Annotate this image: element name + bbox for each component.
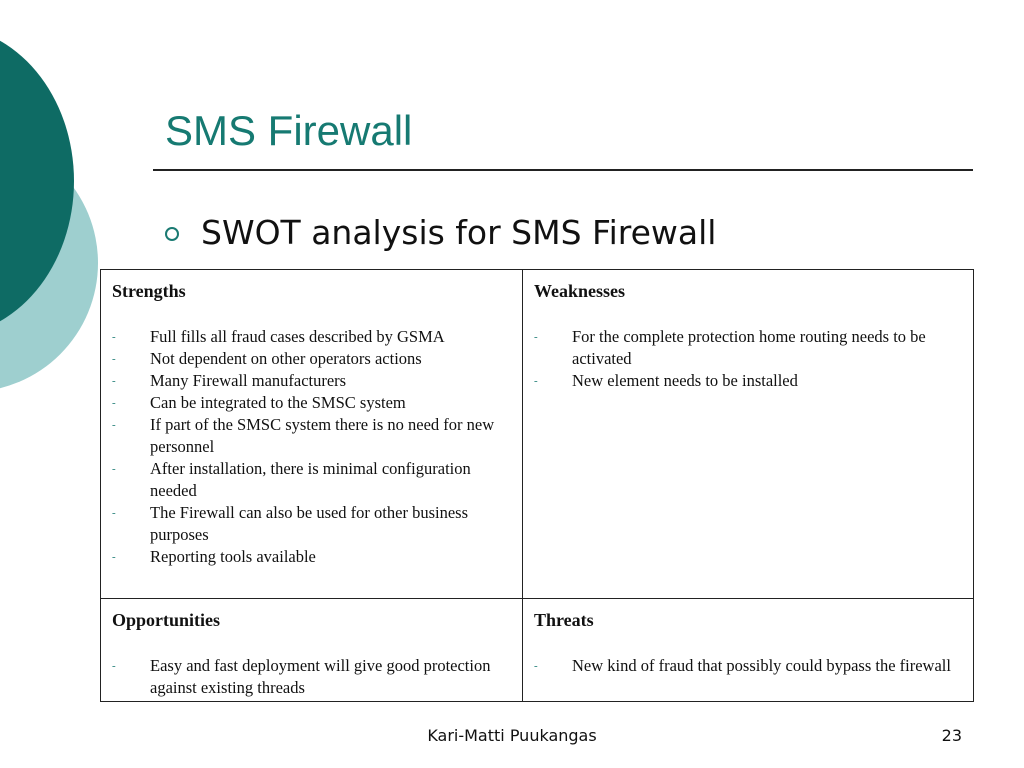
dash-marker: - bbox=[112, 331, 116, 343]
list-item-text: Not dependent on other operators actions bbox=[150, 349, 422, 368]
list-item bbox=[112, 370, 512, 392]
weaknesses-cell bbox=[523, 270, 973, 599]
list-item-text: For the complete protection home routing needs to be activated bbox=[572, 327, 926, 368]
dash-marker: - bbox=[534, 331, 538, 343]
strengths-cell bbox=[101, 270, 523, 599]
dash-marker: - bbox=[112, 660, 116, 672]
list-item-text: New element needs to be installed bbox=[572, 371, 798, 390]
dash-marker: - bbox=[112, 507, 116, 519]
swot-table bbox=[100, 269, 974, 702]
weaknesses-list bbox=[534, 326, 963, 392]
list-item bbox=[534, 326, 963, 370]
list-item bbox=[112, 502, 512, 546]
strengths-heading: Strengths bbox=[112, 281, 186, 301]
bullet-text: SWOT analysis for SMS Firewall bbox=[201, 212, 717, 252]
dash-marker: - bbox=[112, 551, 116, 563]
title-divider bbox=[153, 169, 973, 171]
list-item bbox=[112, 458, 512, 502]
opportunities-cell bbox=[101, 599, 523, 701]
list-item bbox=[112, 392, 512, 414]
dash-marker: - bbox=[534, 660, 538, 672]
list-item-text: Reporting tools available bbox=[150, 547, 316, 566]
threats-cell bbox=[523, 599, 973, 701]
list-item-text: Many Firewall manufacturers bbox=[150, 371, 347, 390]
list-item-text: Full fills all fraud cases described by GSMA bbox=[150, 327, 445, 346]
list-item bbox=[534, 655, 963, 677]
list-item-text: Easy and fast deployment will give good protection against existing threads bbox=[150, 656, 491, 697]
list-item-text: The Firewall can also be used for other business purposes bbox=[150, 503, 468, 544]
opportunities-list bbox=[112, 655, 512, 699]
threats-heading: Threats bbox=[534, 610, 594, 630]
dash-marker: - bbox=[112, 463, 116, 475]
list-item-text: If part of the SMSC system there is no need for new personnel bbox=[150, 415, 495, 456]
weaknesses-heading: Weaknesses bbox=[534, 281, 626, 301]
list-item bbox=[112, 348, 512, 370]
ring-bullet-icon bbox=[165, 227, 179, 241]
list-item-text: After installation, there is minimal configuration needed bbox=[150, 459, 471, 500]
strengths-list bbox=[112, 326, 512, 568]
list-item bbox=[112, 326, 512, 348]
list-item bbox=[534, 370, 963, 392]
dash-marker: - bbox=[112, 353, 116, 365]
dash-marker: - bbox=[112, 397, 116, 409]
threats-list bbox=[534, 655, 963, 677]
list-item bbox=[112, 655, 512, 699]
dash-marker: - bbox=[534, 375, 538, 387]
list-item bbox=[112, 414, 512, 458]
list-item bbox=[112, 546, 512, 568]
list-item-text: New kind of fraud that possibly could bypass the firewall bbox=[572, 656, 951, 675]
opportunities-heading: Opportunities bbox=[112, 610, 221, 630]
page-number: 23 bbox=[941, 726, 962, 745]
bullet-point bbox=[165, 210, 716, 254]
list-item-text: Can be integrated to the SMSC system bbox=[150, 393, 406, 412]
dash-marker: - bbox=[112, 419, 116, 431]
dash-marker: - bbox=[112, 375, 116, 387]
slide-title: SMS Firewall bbox=[165, 107, 413, 154]
footer-author: Kari-Matti Puukangas bbox=[427, 726, 597, 745]
